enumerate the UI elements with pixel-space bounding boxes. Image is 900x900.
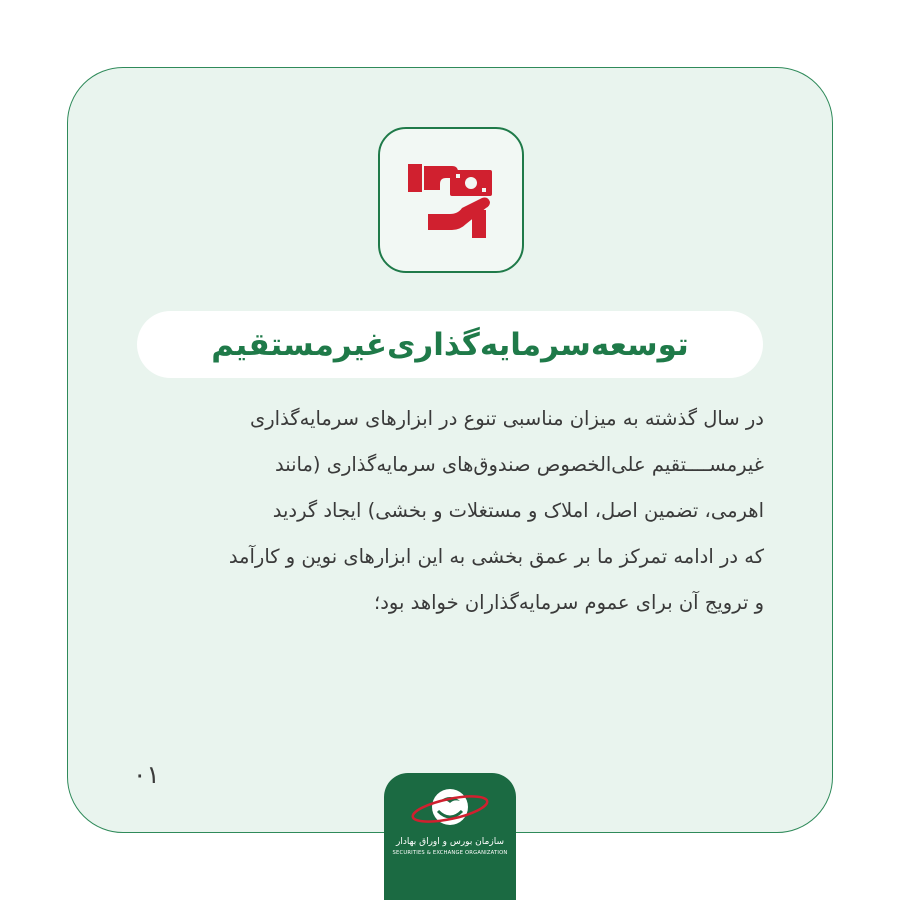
page-title: توسعه‌سرمایه‌گذاری‌غیرمستقیم — [211, 326, 689, 363]
organization-logo — [384, 773, 516, 900]
body-line: که در ادامه تمرکز ما بر عمق بخشی به این ابزارهای نوین و کارآمد — [228, 545, 764, 568]
body-line: اهرمی، تضمین اصل، املاک و مستغلات و بخشی) ایجاد گردید — [272, 499, 764, 522]
body-line: در سال گذشته به میزان مناسبی تنوع در ابزارهای سرمایه‌گذاری — [249, 407, 764, 430]
body-line: و ترویج آن برای عموم سرمایه‌گذاران خواهد بود؛ — [374, 591, 764, 614]
hand-money-icon — [406, 158, 496, 242]
title-banner — [137, 311, 763, 378]
body-paragraph — [134, 396, 764, 626]
logo-emblem-icon — [410, 783, 490, 835]
logo-name: سازمان بورس و اوراق بهادار — [395, 837, 504, 847]
body-line: غیرمســــتقیم علی‌الخصوص صندوق‌های سرمایه‌گذاری (مانند — [274, 453, 764, 476]
icon-container — [378, 127, 524, 273]
page-number: ۰۱ — [133, 760, 160, 789]
logo-english-name: SECURITIES & EXCHANGE ORGANIZATION — [392, 850, 508, 856]
